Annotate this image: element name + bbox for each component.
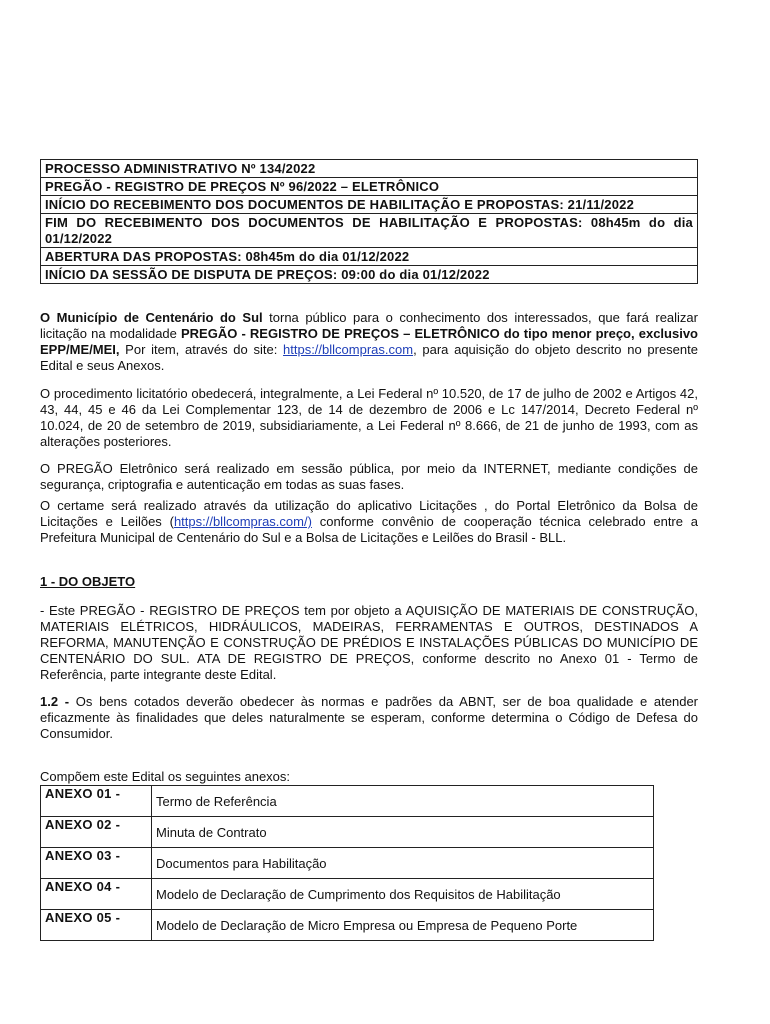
bll-site-link[interactable]: https://bllcompras.com [283, 342, 414, 357]
object-paragraph: - Este PREGÃO - REGISTRO DE PREÇOS tem por objeto a AQUISIÇÃO DE MATERIAIS DE CONSTRUÇÃO, MATERIAIS ELÉTRICOS, HIDRÁULICOS, MADEIRAS, FERRAMENTAS E OUTROS, DESTINADOS A REFORMA, MANUTENÇÃO E CONSTRUÇÃO DE PRÉDIOS E INSTALAÇÕES PÚBLICAS DO MUNICÍPIO DE CENTENÁRIO DO SUL. ATA DE REGISTRO DE PREÇOS, conforme descrito no Anexo 01 - Termo de Referência, parte integrante deste Edital. [40, 603, 698, 682]
annex-description: Termo de Referência [152, 786, 654, 817]
annex-intro: Compõem este Edital os seguintes anexos: [40, 769, 291, 784]
annex-description: Modelo de Declaração de Micro Empresa ou Empresa de Pequeno Porte [152, 910, 654, 941]
legal-basis-paragraph: O procedimento licitatório obedecerá, integralmente, a Lei Federal nº 10.520, de 17 de julho de 2002 e Artigos 42, 43, 44, 45 e 46 da Lei Complementar 123, de 14 de dezembro de 2006 e Lc 147/2014, Decreto Federal nº 10.024, de 20 de setembro de 2019, subsidiariamente, a Lei Federal nº 8.666, de 21 de junho de 1993, com as alterações posteriores. [40, 386, 698, 449]
platform-text-1: O certame será realizado através da utilização do aplicativo Licitações , do Portal Eletrônico da Bolsa de Licitações e Leilões ( [40, 498, 698, 529]
header-pregao: PREGÃO - REGISTRO DE PREÇOS Nº 96/2022 – ELETRÔNICO [41, 178, 697, 196]
intro-text-2: Por item, através do site: [119, 342, 284, 357]
modality-text: PREGÃO - REGISTRO DE PREÇOS – ELETRÔNICO do tipo menor preço, exclusivo EPP/ME/MEI, [40, 326, 698, 357]
table-row [41, 817, 654, 848]
annex-table [40, 785, 654, 941]
platform-paragraph [40, 498, 698, 546]
annex-description: Minuta de Contrato [152, 817, 654, 848]
annex-number: ANEXO 01 - [41, 786, 152, 817]
intro-paragraph [40, 310, 698, 374]
annex-number: ANEXO 05 - [41, 910, 152, 941]
annex-description: Documentos para Habilitação [152, 848, 654, 879]
section-object-title: 1 - DO OBJETO [40, 574, 136, 589]
header-end-receipt: FIM DO RECEBIMENTO DOS DOCUMENTOS DE HABILITAÇÃO E PROPOSTAS: 08h45m do dia 01/12/2022 [41, 214, 697, 248]
bll-portal-link[interactable]: https://bllcompras.com/) [173, 514, 312, 529]
header-opening: ABERTURA DAS PROPOSTAS: 08h45m do dia 01/12/2022 [41, 248, 697, 266]
platform-text-2: conforme convênio de cooperação técnica celebrado entre a Prefeitura Municipal de Centenário do Sul e a Bolsa de Licitações e Leilões do Brasil - BLL. [40, 514, 699, 545]
intro-text-3: , para aquisição do objeto descrito no presente Edital e seus Anexos. [40, 342, 698, 373]
electronic-session-paragraph: O PREGÃO Eletrônico será realizado em sessão pública, por meio da INTERNET, mediante condições de segurança, criptografia e autenticação em todas as suas fases. [40, 461, 698, 492]
standards-text: Os bens cotados deverão obedecer às normas e padrões da ABNT, ser de boa qualidade e atender eficazmente às finalidades que deles naturalmente se esperam, conforme determina o Código de Defesa do Consumidor. [40, 694, 698, 741]
table-row [41, 879, 654, 910]
standards-paragraph [40, 694, 698, 742]
process-header-box [40, 159, 698, 284]
annex-number: ANEXO 03 - [41, 848, 152, 879]
table-row [41, 848, 654, 879]
annex-number: ANEXO 04 - [41, 879, 152, 910]
intro-text-1: torna público para o conhecimento dos interessados, que fará realizar licitação na modalidade [40, 310, 698, 341]
item-number: 1.2 - [40, 694, 70, 709]
table-row [41, 910, 654, 941]
table-row [41, 786, 654, 817]
header-session-start: INÍCIO DA SESSÃO DE DISPUTA DE PREÇOS: 09:00 do dia 01/12/2022 [45, 267, 490, 282]
annex-number: ANEXO 02 - [41, 817, 152, 848]
header-process-number: PROCESSO ADMINISTRATIVO Nº 134/2022 [41, 160, 697, 178]
municipality-name: O Município de Centenário do Sul [40, 310, 263, 325]
header-start-receipt: INÍCIO DO RECEBIMENTO DOS DOCUMENTOS DE HABILITAÇÃO E PROPOSTAS: 21/11/2022 [41, 196, 697, 214]
annex-description: Modelo de Declaração de Cumprimento dos Requisitos de Habilitação [152, 879, 654, 910]
